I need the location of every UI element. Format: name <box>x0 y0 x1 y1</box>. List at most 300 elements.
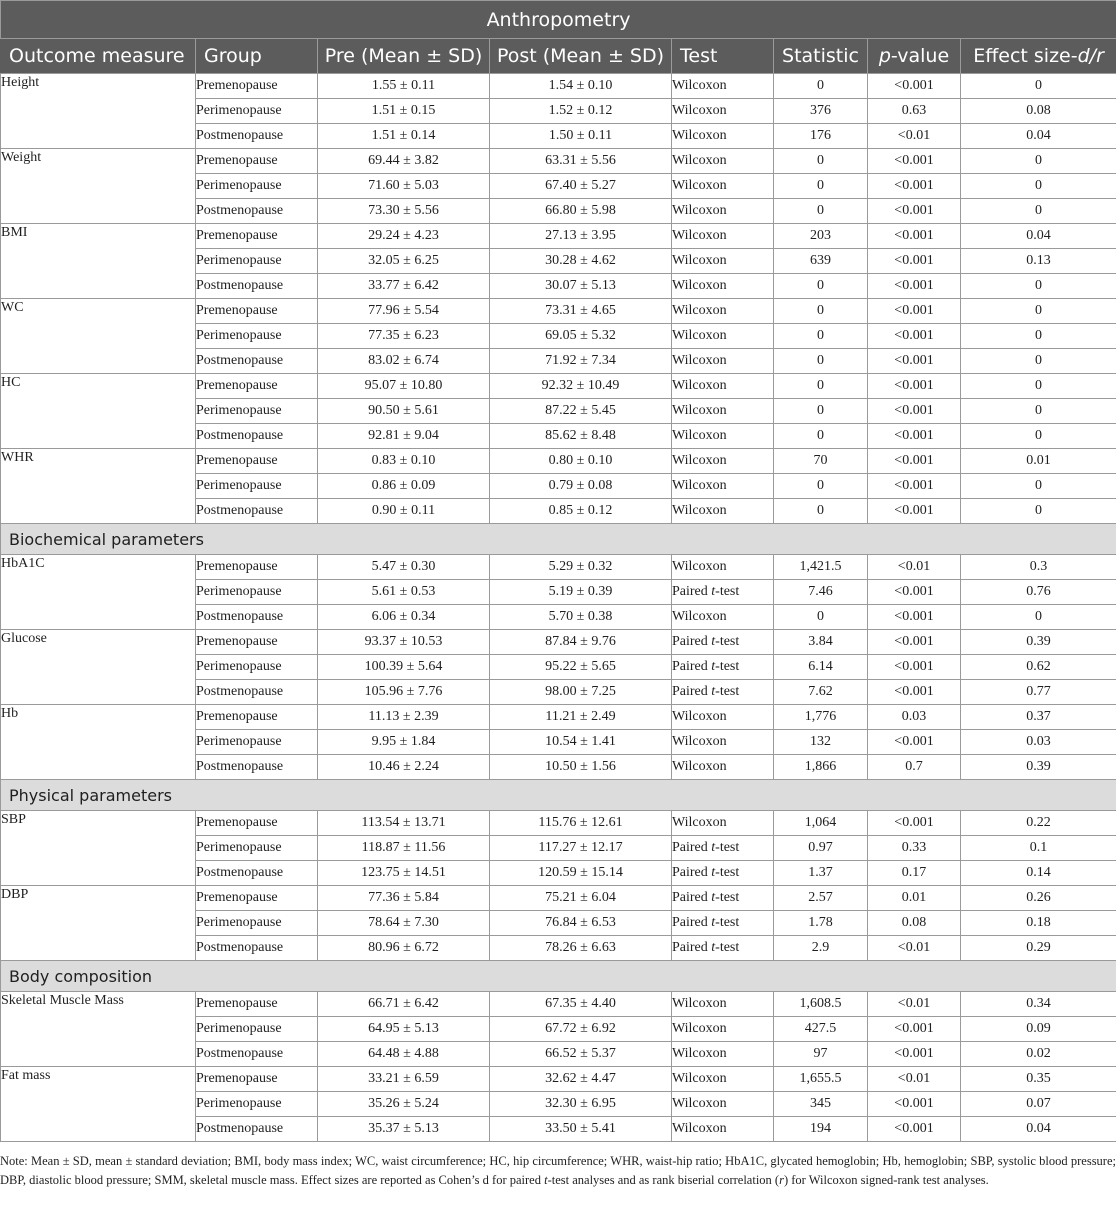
post-cell: 115.76 ± 12.61 <box>490 811 672 836</box>
section-title: Physical parameters <box>1 780 1116 811</box>
group-cell: Perimenopause <box>196 249 318 274</box>
test-prefix: Paired <box>672 634 712 649</box>
test-suffix: -test <box>715 865 740 880</box>
statistic-cell: 0 <box>774 499 868 524</box>
p-value-cell: <0.001 <box>868 349 961 374</box>
test-prefix: Paired <box>672 940 712 955</box>
table-banner <box>1 1 1116 39</box>
p-value-cell: <0.001 <box>868 449 961 474</box>
post-cell: 5.19 ± 0.39 <box>490 580 672 605</box>
test-cell: Wilcoxon <box>672 499 774 524</box>
statistic-cell: 427.5 <box>774 1017 868 1042</box>
header-test: Test <box>672 39 774 74</box>
effect-size-cell: 0 <box>961 499 1116 524</box>
post-cell: 95.22 ± 5.65 <box>490 655 672 680</box>
header-post: Post (Mean ± SD) <box>490 39 672 74</box>
pre-cell: 29.24 ± 4.23 <box>318 224 490 249</box>
pre-cell: 1.51 ± 0.15 <box>318 99 490 124</box>
outcome-measure-cell: HC <box>1 374 196 449</box>
test-cell: Wilcoxon <box>672 755 774 780</box>
pre-cell: 11.13 ± 2.39 <box>318 705 490 730</box>
post-cell: 0.80 ± 0.10 <box>490 449 672 474</box>
section-row <box>1 961 1116 992</box>
header-pre: Pre (Mean ± SD) <box>318 39 490 74</box>
effect-size-cell: 0.35 <box>961 1067 1116 1092</box>
pre-cell: 77.35 ± 6.23 <box>318 324 490 349</box>
p-value-cell: <0.001 <box>868 811 961 836</box>
statistic-cell: 1,608.5 <box>774 992 868 1017</box>
group-cell: Postmenopause <box>196 1117 318 1142</box>
statistic-cell: 194 <box>774 1117 868 1142</box>
post-cell: 27.13 ± 3.95 <box>490 224 672 249</box>
test-t-italic: t <box>711 890 716 905</box>
p-value-cell: <0.001 <box>868 374 961 399</box>
header-effect-size <box>961 39 1116 74</box>
effect-size-cell: 0.02 <box>961 1042 1116 1067</box>
statistic-cell: 1,064 <box>774 811 868 836</box>
test-cell: Wilcoxon <box>672 1067 774 1092</box>
statistic-cell: 0 <box>774 299 868 324</box>
test-t-italic: t <box>711 865 716 880</box>
group-cell: Perimenopause <box>196 580 318 605</box>
test-cell: Wilcoxon <box>672 249 774 274</box>
p-value-cell: <0.001 <box>868 1092 961 1117</box>
p-value-cell: <0.001 <box>868 199 961 224</box>
p-value-cell: <0.001 <box>868 324 961 349</box>
pre-cell: 9.95 ± 1.84 <box>318 730 490 755</box>
statistic-cell: 203 <box>774 224 868 249</box>
group-cell: Premenopause <box>196 149 318 174</box>
p-value-cell: <0.001 <box>868 630 961 655</box>
post-cell: 117.27 ± 12.17 <box>490 836 672 861</box>
pre-cell: 90.50 ± 5.61 <box>318 399 490 424</box>
effect-size-cell: 0 <box>961 399 1116 424</box>
effect-size-cell: 0 <box>961 324 1116 349</box>
p-value-cell: <0.001 <box>868 399 961 424</box>
group-cell: Perimenopause <box>196 655 318 680</box>
post-cell: 30.07 ± 5.13 <box>490 274 672 299</box>
p-value-cell: <0.001 <box>868 499 961 524</box>
table-row <box>1 1067 1116 1092</box>
pre-cell: 1.55 ± 0.11 <box>318 74 490 99</box>
table-row <box>1 149 1116 174</box>
statistic-cell: 1,776 <box>774 705 868 730</box>
statistic-cell: 1,421.5 <box>774 555 868 580</box>
section-row <box>1 780 1116 811</box>
p-value-cell: <0.001 <box>868 174 961 199</box>
test-cell <box>672 886 774 911</box>
group-cell: Premenopause <box>196 449 318 474</box>
outcome-measure-cell: BMI <box>1 224 196 299</box>
statistic-cell: 2.57 <box>774 886 868 911</box>
post-cell: 32.62 ± 4.47 <box>490 1067 672 1092</box>
test-cell <box>672 580 774 605</box>
statistic-cell: 345 <box>774 1092 868 1117</box>
group-cell: Postmenopause <box>196 424 318 449</box>
header-effect-size-prefix: Effect size- <box>973 45 1078 67</box>
outcome-measure-cell: HbA1C <box>1 555 196 630</box>
group-cell: Postmenopause <box>196 1042 318 1067</box>
statistic-cell: 0 <box>774 199 868 224</box>
test-cell: Wilcoxon <box>672 1042 774 1067</box>
test-cell: Wilcoxon <box>672 555 774 580</box>
table-row <box>1 449 1116 474</box>
pre-cell: 80.96 ± 6.72 <box>318 936 490 961</box>
post-cell: 10.50 ± 1.56 <box>490 755 672 780</box>
p-value-cell: <0.001 <box>868 655 961 680</box>
pre-cell: 35.37 ± 5.13 <box>318 1117 490 1142</box>
p-value-cell: <0.001 <box>868 474 961 499</box>
group-cell: Postmenopause <box>196 124 318 149</box>
statistic-cell: 639 <box>774 249 868 274</box>
pre-cell: 64.95 ± 5.13 <box>318 1017 490 1042</box>
statistic-cell: 1.78 <box>774 911 868 936</box>
test-cell: Wilcoxon <box>672 449 774 474</box>
pre-cell: 78.64 ± 7.30 <box>318 911 490 936</box>
pre-cell: 1.51 ± 0.14 <box>318 124 490 149</box>
note-r-italic: r <box>779 1173 784 1187</box>
section-row <box>1 524 1116 555</box>
group-cell: Perimenopause <box>196 474 318 499</box>
header-effect-size-italic: d/r <box>1077 45 1104 67</box>
header-outcome-measure: Outcome measure <box>1 39 196 74</box>
test-cell: Wilcoxon <box>672 1017 774 1042</box>
p-value-cell: <0.001 <box>868 149 961 174</box>
statistic-cell: 2.9 <box>774 936 868 961</box>
statistic-cell: 97 <box>774 1042 868 1067</box>
test-suffix: -test <box>715 915 740 930</box>
group-cell: Premenopause <box>196 886 318 911</box>
effect-size-cell: 0 <box>961 349 1116 374</box>
post-cell: 63.31 ± 5.56 <box>490 149 672 174</box>
effect-size-cell: 0.14 <box>961 861 1116 886</box>
effect-size-cell: 0 <box>961 605 1116 630</box>
group-cell: Premenopause <box>196 299 318 324</box>
statistic-cell: 376 <box>774 99 868 124</box>
test-suffix: -test <box>715 890 740 905</box>
group-cell: Perimenopause <box>196 99 318 124</box>
post-cell: 11.21 ± 2.49 <box>490 705 672 730</box>
group-cell: Perimenopause <box>196 836 318 861</box>
table-row <box>1 705 1116 730</box>
header-statistic: Statistic <box>774 39 868 74</box>
statistic-cell: 1,655.5 <box>774 1067 868 1092</box>
test-cell: Wilcoxon <box>672 605 774 630</box>
statistic-cell: 132 <box>774 730 868 755</box>
p-value-cell: <0.001 <box>868 605 961 630</box>
group-cell: Postmenopause <box>196 499 318 524</box>
test-cell: Wilcoxon <box>672 811 774 836</box>
group-cell: Postmenopause <box>196 199 318 224</box>
effect-size-cell: 0.26 <box>961 886 1116 911</box>
statistic-cell: 0 <box>774 349 868 374</box>
test-prefix: Paired <box>672 840 712 855</box>
post-cell: 5.29 ± 0.32 <box>490 555 672 580</box>
pre-cell: 10.46 ± 2.24 <box>318 755 490 780</box>
effect-size-cell: 0.08 <box>961 99 1116 124</box>
effect-size-cell: 0.62 <box>961 655 1116 680</box>
statistic-cell: 70 <box>774 449 868 474</box>
post-cell: 87.22 ± 5.45 <box>490 399 672 424</box>
test-cell: Wilcoxon <box>672 149 774 174</box>
effect-size-cell: 0.07 <box>961 1092 1116 1117</box>
pre-cell: 64.48 ± 4.88 <box>318 1042 490 1067</box>
outcome-measure-cell: Fat mass <box>1 1067 196 1142</box>
test-t-italic: t <box>711 840 716 855</box>
test-suffix: -test <box>715 840 740 855</box>
pre-cell: 0.90 ± 0.11 <box>318 499 490 524</box>
effect-size-cell: 0 <box>961 199 1116 224</box>
test-cell: Wilcoxon <box>672 399 774 424</box>
post-cell: 67.72 ± 6.92 <box>490 1017 672 1042</box>
effect-size-cell: 0 <box>961 299 1116 324</box>
table-row <box>1 74 1116 99</box>
post-cell: 1.52 ± 0.12 <box>490 99 672 124</box>
outcome-measure-cell: Weight <box>1 149 196 224</box>
effect-size-cell: 0 <box>961 74 1116 99</box>
table-row <box>1 811 1116 836</box>
test-prefix: Paired <box>672 584 712 599</box>
group-cell: Postmenopause <box>196 605 318 630</box>
effect-size-cell: 0 <box>961 274 1116 299</box>
p-value-cell: <0.001 <box>868 1017 961 1042</box>
effect-size-cell: 0 <box>961 474 1116 499</box>
statistic-cell: 0 <box>774 605 868 630</box>
pre-cell: 0.83 ± 0.10 <box>318 449 490 474</box>
test-t-italic: t <box>711 584 716 599</box>
post-cell: 5.70 ± 0.38 <box>490 605 672 630</box>
post-cell: 67.35 ± 4.40 <box>490 992 672 1017</box>
group-cell: Premenopause <box>196 992 318 1017</box>
pre-cell: 77.96 ± 5.54 <box>318 299 490 324</box>
p-value-cell: <0.001 <box>868 580 961 605</box>
statistic-cell: 3.84 <box>774 630 868 655</box>
outcome-measure-cell: Glucose <box>1 630 196 705</box>
statistic-cell: 0 <box>774 474 868 499</box>
effect-size-cell: 0.3 <box>961 555 1116 580</box>
p-value-cell: 0.33 <box>868 836 961 861</box>
post-cell: 32.30 ± 6.95 <box>490 1092 672 1117</box>
statistic-cell: 1,866 <box>774 755 868 780</box>
outcome-measure-cell: SBP <box>1 811 196 886</box>
outcome-measure-cell: Height <box>1 74 196 149</box>
statistic-cell: 0 <box>774 149 868 174</box>
table-row <box>1 630 1116 655</box>
group-cell: Premenopause <box>196 74 318 99</box>
post-cell: 0.85 ± 0.12 <box>490 499 672 524</box>
post-cell: 10.54 ± 1.41 <box>490 730 672 755</box>
test-cell: Wilcoxon <box>672 224 774 249</box>
pre-cell: 33.77 ± 6.42 <box>318 274 490 299</box>
test-cell: Wilcoxon <box>672 124 774 149</box>
pre-cell: 118.87 ± 11.56 <box>318 836 490 861</box>
p-value-cell: <0.001 <box>868 249 961 274</box>
effect-size-cell: 0.03 <box>961 730 1116 755</box>
post-cell: 85.62 ± 8.48 <box>490 424 672 449</box>
statistic-cell: 176 <box>774 124 868 149</box>
p-value-cell: 0.08 <box>868 911 961 936</box>
note-text-3: ) for Wilcoxon signed-rank test analyses. <box>783 1173 989 1187</box>
table-row <box>1 224 1116 249</box>
effect-size-cell: 0.01 <box>961 449 1116 474</box>
pre-cell: 71.60 ± 5.03 <box>318 174 490 199</box>
p-value-cell: <0.01 <box>868 936 961 961</box>
test-cell: Wilcoxon <box>672 424 774 449</box>
post-cell: 33.50 ± 5.41 <box>490 1117 672 1142</box>
p-value-cell: <0.01 <box>868 124 961 149</box>
test-t-italic: t <box>711 940 716 955</box>
p-value-cell: 0.7 <box>868 755 961 780</box>
table-row <box>1 886 1116 911</box>
p-value-cell: <0.001 <box>868 74 961 99</box>
statistic-cell: 6.14 <box>774 655 868 680</box>
p-value-cell: <0.01 <box>868 555 961 580</box>
group-cell: Perimenopause <box>196 730 318 755</box>
p-value-cell: <0.001 <box>868 274 961 299</box>
pre-cell: 100.39 ± 5.64 <box>318 655 490 680</box>
effect-size-cell: 0 <box>961 174 1116 199</box>
statistic-cell: 0 <box>774 374 868 399</box>
test-t-italic: t <box>711 915 716 930</box>
test-cell: Wilcoxon <box>672 99 774 124</box>
effect-size-cell: 0 <box>961 149 1116 174</box>
header-p-value <box>868 39 961 74</box>
p-value-cell: <0.001 <box>868 1042 961 1067</box>
outcome-measure-cell: WHR <box>1 449 196 524</box>
test-prefix: Paired <box>672 684 712 699</box>
effect-size-cell: 0.1 <box>961 836 1116 861</box>
pre-cell: 32.05 ± 6.25 <box>318 249 490 274</box>
statistic-cell: 0 <box>774 74 868 99</box>
pre-cell: 113.54 ± 13.71 <box>318 811 490 836</box>
effect-size-cell: 0.77 <box>961 680 1116 705</box>
statistic-cell: 7.46 <box>774 580 868 605</box>
p-value-cell: 0.17 <box>868 861 961 886</box>
p-value-cell: <0.01 <box>868 992 961 1017</box>
test-cell: Wilcoxon <box>672 324 774 349</box>
test-suffix: -test <box>715 659 740 674</box>
post-cell: 78.26 ± 6.63 <box>490 936 672 961</box>
post-cell: 69.05 ± 5.32 <box>490 324 672 349</box>
post-cell: 120.59 ± 15.14 <box>490 861 672 886</box>
statistic-cell: 0.97 <box>774 836 868 861</box>
statistic-cell: 1.37 <box>774 861 868 886</box>
test-suffix: -test <box>715 684 740 699</box>
test-prefix: Paired <box>672 659 712 674</box>
table-note <box>0 1152 1116 1190</box>
p-value-cell: 0.63 <box>868 99 961 124</box>
test-cell: Wilcoxon <box>672 705 774 730</box>
outcome-measure-cell: Hb <box>1 705 196 780</box>
post-cell: 71.92 ± 7.34 <box>490 349 672 374</box>
post-cell: 1.54 ± 0.10 <box>490 74 672 99</box>
group-cell: Postmenopause <box>196 755 318 780</box>
p-value-cell: 0.01 <box>868 886 961 911</box>
pre-cell: 6.06 ± 0.34 <box>318 605 490 630</box>
outcome-measure-cell: DBP <box>1 886 196 961</box>
group-cell: Postmenopause <box>196 349 318 374</box>
post-cell: 30.28 ± 4.62 <box>490 249 672 274</box>
group-cell: Perimenopause <box>196 399 318 424</box>
p-value-cell: <0.001 <box>868 424 961 449</box>
test-cell: Wilcoxon <box>672 274 774 299</box>
post-cell: 92.32 ± 10.49 <box>490 374 672 399</box>
pre-cell: 123.75 ± 14.51 <box>318 861 490 886</box>
header-group: Group <box>196 39 318 74</box>
group-cell: Premenopause <box>196 705 318 730</box>
effect-size-cell: 0.04 <box>961 224 1116 249</box>
p-value-cell: <0.01 <box>868 1067 961 1092</box>
effect-size-cell: 0 <box>961 374 1116 399</box>
test-cell: Wilcoxon <box>672 730 774 755</box>
group-cell: Premenopause <box>196 1067 318 1092</box>
effect-size-cell: 0.04 <box>961 124 1116 149</box>
table-title: Anthropometry <box>1 1 1116 39</box>
pre-cell: 83.02 ± 6.74 <box>318 349 490 374</box>
group-cell: Perimenopause <box>196 911 318 936</box>
p-value-cell: 0.03 <box>868 705 961 730</box>
pre-cell: 66.71 ± 6.42 <box>318 992 490 1017</box>
group-cell: Perimenopause <box>196 1092 318 1117</box>
test-cell: Wilcoxon <box>672 1117 774 1142</box>
p-value-cell: <0.001 <box>868 680 961 705</box>
group-cell: Premenopause <box>196 555 318 580</box>
test-suffix: -test <box>715 940 740 955</box>
post-cell: 98.00 ± 7.25 <box>490 680 672 705</box>
test-cell: Wilcoxon <box>672 174 774 199</box>
test-prefix: Paired <box>672 915 712 930</box>
effect-size-cell: 0.29 <box>961 936 1116 961</box>
post-cell: 67.40 ± 5.27 <box>490 174 672 199</box>
table-row <box>1 992 1116 1017</box>
effect-size-cell: 0.34 <box>961 992 1116 1017</box>
test-cell: Wilcoxon <box>672 374 774 399</box>
test-cell <box>672 655 774 680</box>
effect-size-cell: 0.13 <box>961 249 1116 274</box>
pre-cell: 69.44 ± 3.82 <box>318 149 490 174</box>
pre-cell: 0.86 ± 0.09 <box>318 474 490 499</box>
test-cell <box>672 836 774 861</box>
test-suffix: -test <box>715 634 740 649</box>
p-value-cell: <0.001 <box>868 1117 961 1142</box>
group-cell: Premenopause <box>196 374 318 399</box>
effect-size-cell: 0.39 <box>961 630 1116 655</box>
table-row <box>1 555 1116 580</box>
p-value-cell: <0.001 <box>868 299 961 324</box>
test-cell: Wilcoxon <box>672 349 774 374</box>
effect-size-cell: 0.76 <box>961 580 1116 605</box>
test-prefix: Paired <box>672 890 712 905</box>
group-cell: Premenopause <box>196 811 318 836</box>
effect-size-cell: 0.37 <box>961 705 1116 730</box>
note-text-2: -test analyses and as rank biserial correlation ( <box>547 1173 780 1187</box>
header-row <box>1 39 1116 74</box>
group-cell: Perimenopause <box>196 174 318 199</box>
effect-size-cell: 0.39 <box>961 755 1116 780</box>
test-t-italic: t <box>711 684 716 699</box>
header-p-value-italic: p <box>878 45 891 67</box>
post-cell: 76.84 ± 6.53 <box>490 911 672 936</box>
group-cell: Postmenopause <box>196 936 318 961</box>
group-cell: Postmenopause <box>196 680 318 705</box>
post-cell: 75.21 ± 6.04 <box>490 886 672 911</box>
effect-size-cell: 0.22 <box>961 811 1116 836</box>
group-cell: Premenopause <box>196 224 318 249</box>
effect-size-cell: 0.18 <box>961 911 1116 936</box>
pre-cell: 77.36 ± 5.84 <box>318 886 490 911</box>
section-title: Body composition <box>1 961 1116 992</box>
effect-size-cell: 0.04 <box>961 1117 1116 1142</box>
